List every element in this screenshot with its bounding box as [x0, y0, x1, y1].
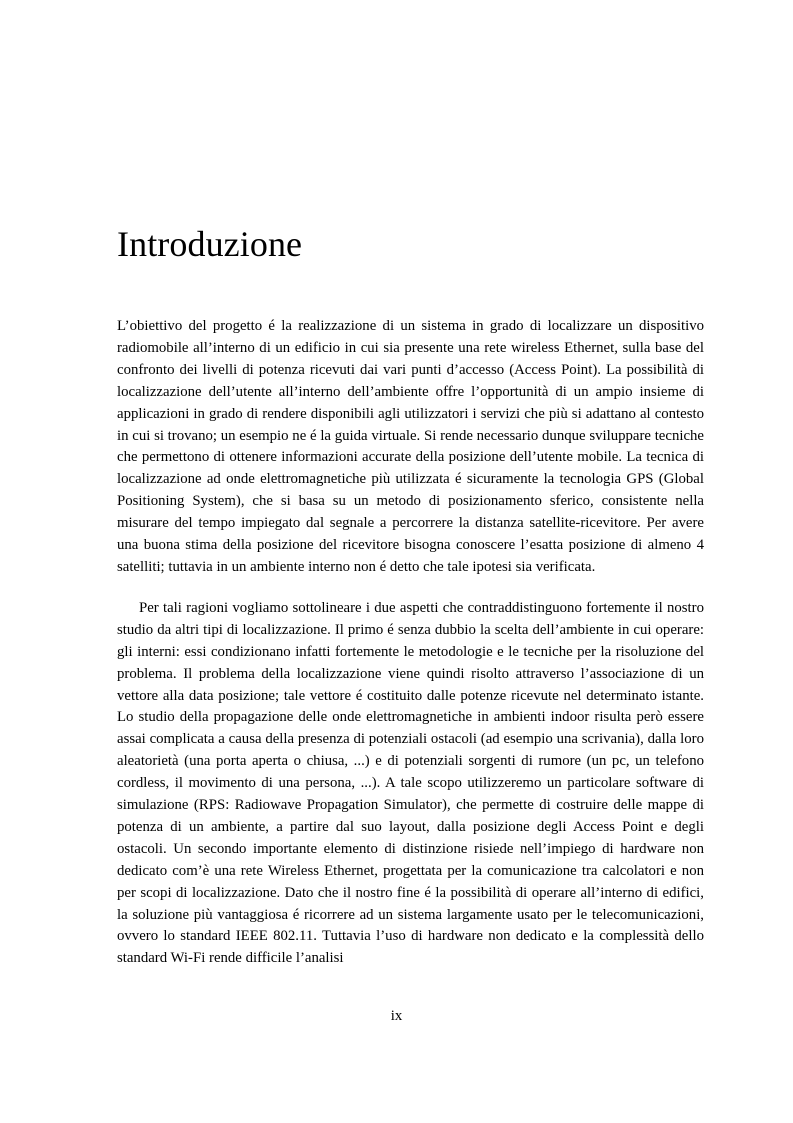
page-number: ix — [390, 1008, 403, 1024]
paragraph-1: L’obiettivo del progetto é la realizzazione di un sistema in grado di localizzare un dispositivo radiomobile all’interno di un edificio in cui sia presente una rete wireless Ethernet, sulla base del confronto dei livelli di potenza ricevuti dai vari punti d’accesso (Access Point). La possibilità di localizzazione dell’utente all’interno dell’ambiente offre l’opportunità di un ampio insieme di applicazioni in grado di rendere disponibili agli utilizzatori i servizi che più si adattano al contesto in cui si trovano; un esempio ne é la guida virtuale. Si rende necessario dunque sviluppare tecniche che permettono di ottenere informazioni accurate della posizione dell’utente mobile. La tecnica di localizzazione ad onde elettromagnetiche più utilizzata é sicuramente la tecnologia GPS (Global Positioning System), che si basa su un metodo di posizionamento sferico, consistente nella misurare del tempo impiegato dal segnale a percorrere la distanza satellite-ricevitore. Per avere una buona stima della posizione del ricevitore bisogna conoscere l’esatta posizione di almeno 4 satelliti; tuttavia in un ambiente interno non é detto che tale ipotesi sia verificata. — [117, 318, 704, 575]
body-text — [117, 316, 704, 970]
paragraph-2: Per tali ragioni vogliamo sottolineare i due aspetti che contraddistinguono fortemente il nostro studio da altri tipi di localizzazione. Il primo é senza dubbio la scelta dell’ambiente in cui operare: gli interni: essi condizionano infatti fortemente le metodologie e le tecniche per la risoluzione del problema. Il problema della localizzazione viene quindi risolto attraverso l’associazione di un vettore alla data posizione; tale vettore é costituito dalle potenze ricevute nel determinato istante. Lo studio della propagazione delle onde elettromagnetiche in ambienti indoor risulta però essere assai complicata a causa della presenza di potenziali ostacoli (ad esempio una scrivania), dalla loro aleatorietà (una porta aperta o chiusa, ...) e di potenziali sorgenti di rumore (un pc, un telefono cordless, il movimento di una persona, ...). A tale scopo utilizzeremo un particolare software di simulazione (RPS: Radiowave Propagation Simulator), che permette di costruire delle mappe di potenza di un ambiente, a partire dal suo layout, dalla posizione degli Access Point e degli ostacoli. Un secondo importante elemento di distinzione risiede nell’impiego di hardware non dedicato com’è una rete Wireless Ethernet, progettata per la comunicazione tra calcolatori e non per scopi di localizzazione. Dato che il nostro fine é la possibilità di operare all’interno di edifici, la soluzione più vantaggiosa é ricorrere ad un sistema largamente usato per le telecomunicazioni, ovvero lo standard IEEE 802.11. Tuttavia l’uso di hardware non dedicato e la complessità dello standard Wi-Fi rende difficile l’analisi — [117, 599, 704, 967]
chapter-title: Introduzione — [117, 224, 303, 264]
